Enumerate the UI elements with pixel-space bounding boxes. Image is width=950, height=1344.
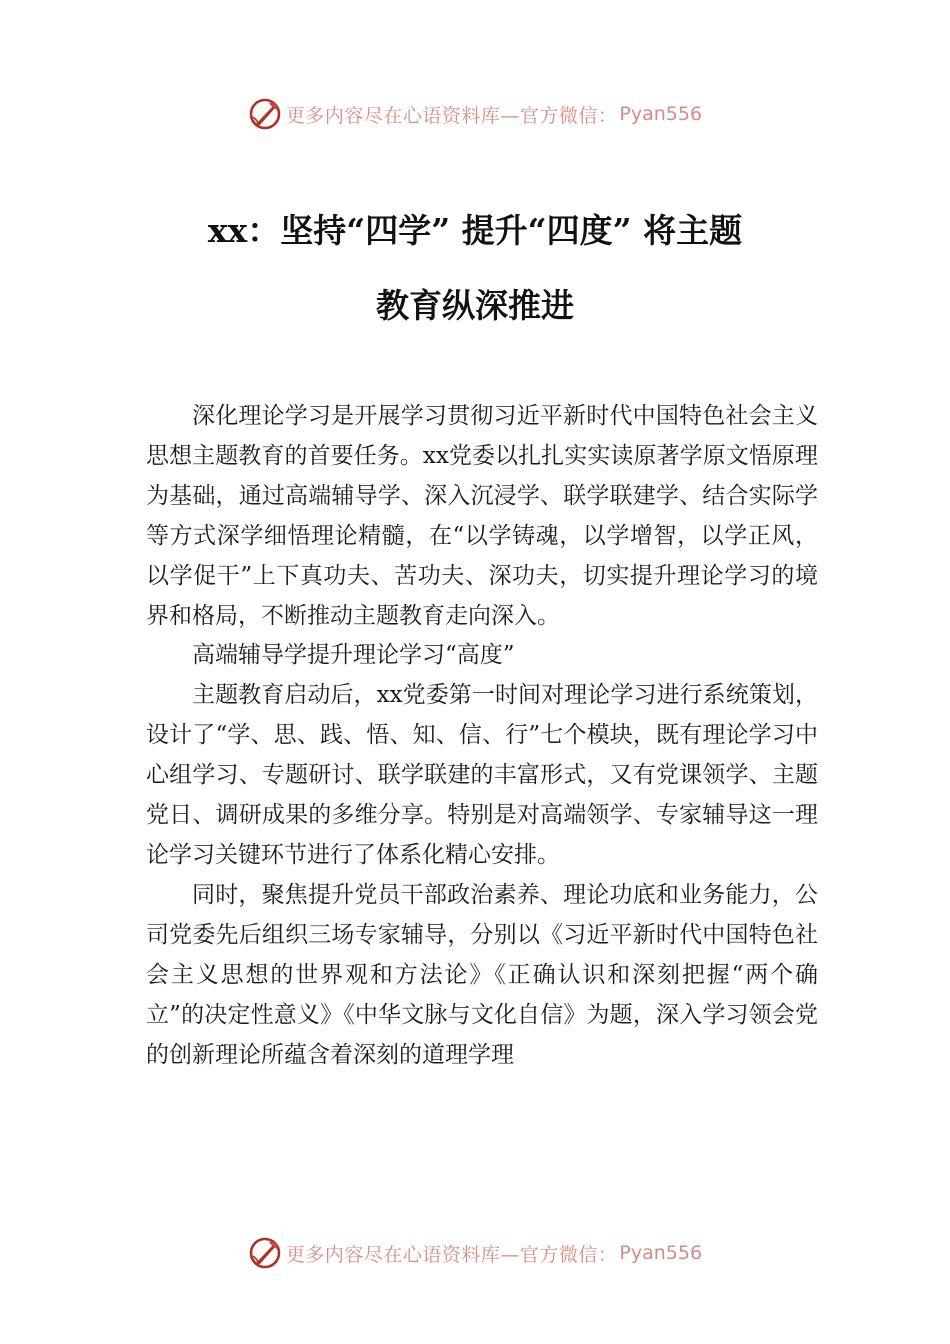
watermark-wechat-id: Pyan556 xyxy=(619,1242,703,1264)
section-heading: 高端辅导学提升理论学习“高度” xyxy=(192,642,515,669)
quill-logo-icon xyxy=(248,1236,282,1270)
watermark-text: 更多内容尽在心语资料库—官方微信： xyxy=(285,104,618,127)
footer-watermark xyxy=(0,1233,950,1273)
paragraph-expert-guidance: 同时，聚焦提升党员干部政治素养、理论功底和业务能力，公司党委先后组织三场专家辅导，分别以《习近平新时代中国特色社会主义思想的世界观和方法论》《正确认识和深刻把握“两个确立”的决定性意义》《中华文脉与文化自信》为题，深入学习领会党的创新理论所蕴含着深刻的道理学理 xyxy=(146,881,818,1068)
watermark-text: 更多内容尽在心语资料库—官方微信： xyxy=(285,1243,618,1266)
quill-logo-icon xyxy=(248,97,282,131)
paragraph-planning: 主题教育启动后，xx党委第一时间对理论学习进行系统策划，设计了“学、思、践、悟、知、信、行”七个模块，既有理论学习中心组学习、专题研讨、联学联建的丰富形式，又有党课领学、主题党日、调研成果的多维分享。特别是对高端领学、专家辅导这一理论学习关键环节进行了体系化精心安排。 xyxy=(146,682,818,868)
watermark-wechat-id: Pyan556 xyxy=(619,103,703,125)
document-title-line-1: xx：坚持“四学” 提升“四度” 将主题 xyxy=(207,211,743,250)
document-body xyxy=(146,397,818,1075)
document-title-line-2: 教育纵深推进 xyxy=(376,286,574,325)
paragraph-intro: 深化理论学习是开展学习贯彻习近平新时代中国特色社会主义思想主题教育的首要任务。xx党委以扎扎实实读原著学原文悟原理为基础，通过高端辅导学、深入沉浸学、联学联建学、结合实际学等方式深学细悟理论精髓，在“以学铸魂，以学增智，以学正风，以学促干”上下真功夫、苦功夫、深功夫，切实提升理论学习的境界和格局，不断推动主题教育走向深入。 xyxy=(146,403,818,629)
header-watermark xyxy=(0,94,950,134)
